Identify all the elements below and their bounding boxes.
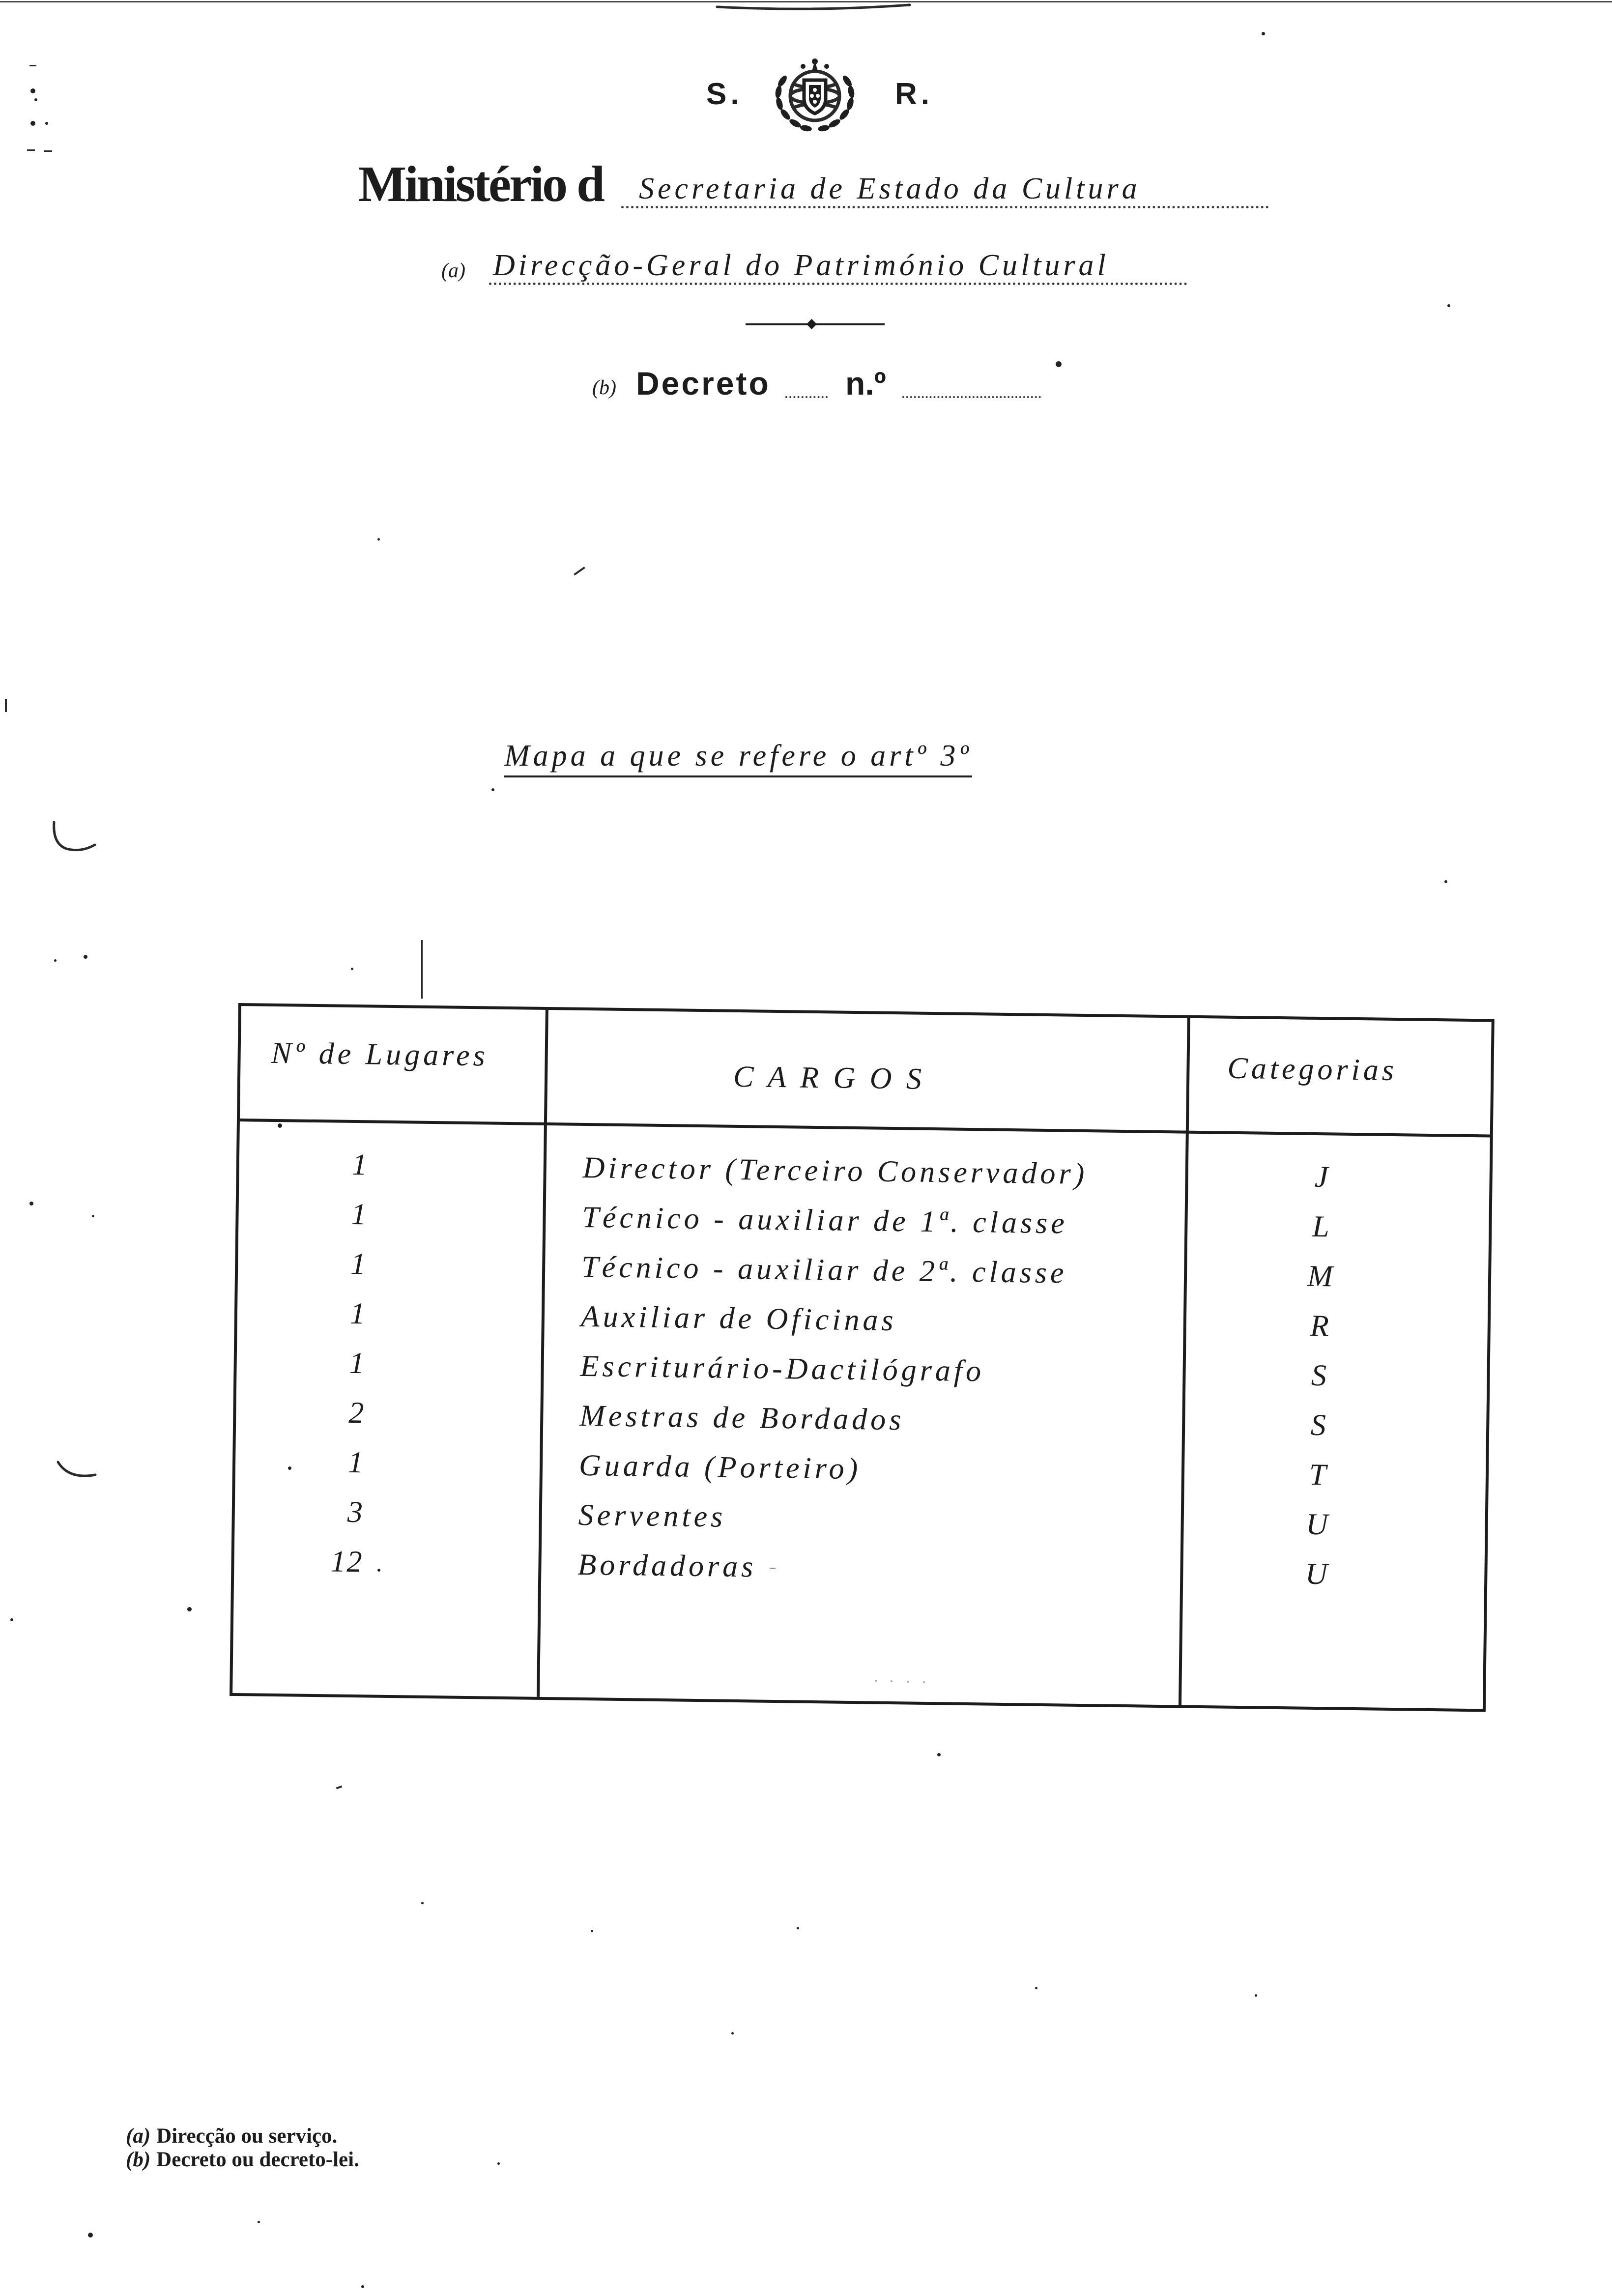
- category-cell: T: [1309, 1458, 1326, 1492]
- scan-speck: [491, 788, 494, 791]
- edge-tick-mark: [29, 65, 36, 66]
- scan-speck: [1056, 361, 1062, 367]
- scan-speck: [88, 2233, 93, 2238]
- post-cell: Escriturário-Dactilógrafo: [580, 1349, 985, 1388]
- column-header-places: Nº de Lugares: [271, 1036, 489, 1073]
- post-cell: Director (Terceiro Conservador): [582, 1150, 1088, 1191]
- places-cell: 1: [349, 1296, 367, 1331]
- places-cell: 1: [349, 1346, 366, 1380]
- footnote-marker: (a): [126, 2124, 151, 2148]
- scan-speck: [1447, 304, 1450, 307]
- decree-number-label: n.º: [845, 365, 886, 402]
- punch-hole-shadow: [47, 818, 101, 858]
- places-cell: 1: [347, 1445, 365, 1480]
- scan-speck: [34, 98, 37, 101]
- scan-speck: [288, 1466, 291, 1470]
- scan-speck: [1255, 1994, 1257, 1997]
- edge-tick-mark: [27, 149, 35, 151]
- decree-marker: (b): [592, 376, 616, 399]
- scan-speck: [1444, 880, 1447, 883]
- top-fold-mark: [715, 0, 912, 15]
- places-cell: 1: [351, 1197, 368, 1232]
- ministry-field: [621, 172, 1269, 208]
- ministry-label: Ministério d: [358, 156, 603, 212]
- scan-speck: [377, 538, 380, 541]
- stray-stroke-mark: [574, 567, 585, 575]
- scan-speck: [891, 1680, 892, 1682]
- scan-speck: [937, 1753, 941, 1756]
- places-cell: 1: [351, 1148, 369, 1182]
- map-title-text: Mapa a que se refere o artº 3º: [504, 739, 972, 777]
- scan-speck: [1262, 32, 1265, 35]
- category-cell: S: [1310, 1408, 1326, 1442]
- edge-tick-mark: [44, 150, 52, 152]
- coat-of-arms-icon: [765, 56, 865, 134]
- scan-speck: [731, 2032, 734, 2035]
- column-header-categories: Categorias: [1227, 1051, 1398, 1088]
- footnote-b: [126, 2149, 359, 2170]
- scan-speck: [10, 1618, 13, 1621]
- places-cell: 2: [348, 1396, 365, 1430]
- post-cell: Mestras de Bordados: [579, 1399, 905, 1437]
- category-cell: R: [1310, 1309, 1329, 1343]
- ministry-name: Secretaria de Estado da Cultura: [639, 172, 1141, 205]
- decree-type-blank: [785, 378, 828, 398]
- scan-speck: [421, 1902, 424, 1904]
- category-cell: S: [1311, 1358, 1327, 1393]
- staff-table: [230, 1003, 1495, 1712]
- scan-speck: [923, 1681, 925, 1683]
- places-cell: 12: [330, 1545, 363, 1579]
- footnote-a: [126, 2125, 337, 2147]
- stray-stroke-mark: [770, 1568, 776, 1569]
- post-cell: Serventes: [578, 1498, 726, 1534]
- category-cell: M: [1307, 1259, 1333, 1293]
- stray-stroke-mark: [336, 1785, 343, 1789]
- map-title: [504, 739, 972, 777]
- edge-tick-mark: [5, 699, 7, 712]
- state-initial-s: S.: [706, 77, 743, 111]
- header-divider: [240, 1119, 1490, 1137]
- scan-speck: [797, 1927, 799, 1929]
- scan-speck: [92, 1215, 94, 1217]
- category-cell: U: [1305, 1557, 1328, 1591]
- category-cell: U: [1305, 1507, 1328, 1542]
- category-cell: L: [1312, 1209, 1330, 1244]
- post-cell: Técnico - auxiliar de 1ª. classe: [582, 1200, 1068, 1240]
- table-body: [234, 1139, 1490, 1601]
- stray-tick-mark: [421, 940, 423, 999]
- post-cell: Técnico - auxiliar de 2ª. classe: [581, 1250, 1067, 1290]
- state-initial-r: R.: [895, 77, 933, 111]
- scan-speck: [45, 122, 48, 125]
- scan-speck: [84, 955, 87, 959]
- footnote-marker: (b): [126, 2148, 151, 2171]
- scan-speck: [351, 968, 353, 970]
- footnote-text: Decreto ou decreto-lei.: [156, 2148, 359, 2171]
- post-cell: Guarda (Porteiro): [578, 1448, 862, 1486]
- post-cell: Auxiliar de Oficinas: [580, 1299, 897, 1338]
- punch-hole-shadow: [54, 1457, 103, 1487]
- scan-speck: [875, 1680, 877, 1682]
- post-cell: Bordadoras: [577, 1548, 757, 1584]
- scan-speck: [361, 2285, 364, 2288]
- footnote-text: Direcção ou serviço.: [156, 2124, 338, 2148]
- scan-speck: [54, 959, 57, 962]
- scan-speck: [258, 2221, 260, 2223]
- diamond-icon: [806, 319, 817, 329]
- decree-label: Decreto: [636, 365, 771, 402]
- scan-speck: [30, 88, 35, 93]
- places-cell: 1: [350, 1247, 367, 1281]
- scan-speck: [907, 1681, 909, 1683]
- decree-number-blank: [902, 378, 1041, 398]
- scan-speck: [1035, 1987, 1037, 1989]
- scan-speck: [497, 2162, 500, 2165]
- places-cell: 3: [347, 1495, 364, 1529]
- directorate-field: [489, 248, 1187, 285]
- directorate-marker: (a): [441, 259, 465, 282]
- scan-speck: [278, 1123, 282, 1128]
- column-header-posts: C A R G O S: [733, 1060, 925, 1096]
- scan-speck: [591, 1930, 593, 1932]
- category-cell: J: [1314, 1160, 1328, 1194]
- scan-speck: [377, 1569, 380, 1572]
- scan-speck: [187, 1607, 192, 1611]
- scan-speck: [30, 121, 35, 126]
- scan-speck: [29, 1202, 33, 1205]
- directorate-name: Direcção-Geral do Património Cultural: [493, 249, 1109, 282]
